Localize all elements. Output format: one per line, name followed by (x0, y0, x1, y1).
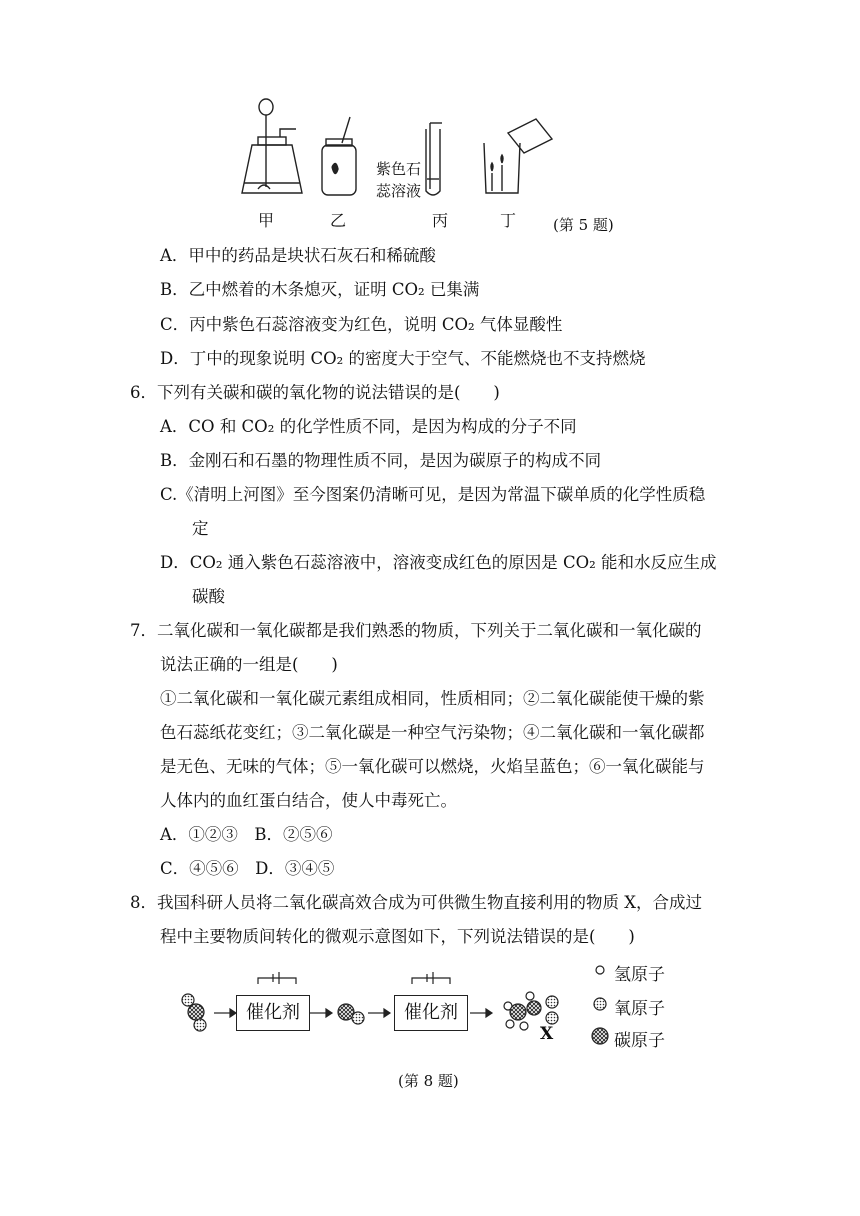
q6-option-c-cont: 定 (192, 519, 209, 538)
q6-option-c: C.《清明上河图》至今图案仍清晰可见，是因为常温下碳单质的化学性质稳 (160, 485, 706, 504)
carbon-atom-icon (592, 1028, 608, 1044)
flask-jia-icon (242, 99, 302, 193)
legend-oxygen: 氧原子 (614, 999, 665, 1019)
test-tube-bing-icon (426, 123, 442, 195)
catalyst-box-2: 催化剂 (394, 995, 468, 1031)
legend-hydrogen: 氢原子 (614, 965, 665, 985)
label-bing: 丙 (432, 211, 449, 230)
q7-stem-line1: 7．二氧化碳和一氧化碳都是我们熟悉的物质，下列关于二氧化碳和一氧化碳的 (130, 621, 702, 640)
product-x-label: X (540, 1024, 554, 1044)
q6-option-b: B．金刚石和石墨的物理性质不同，是因为碳原子的构成不同 (160, 451, 602, 470)
q5-option-a: A．甲中的药品是块状石灰石和稀硫酸 (160, 246, 436, 265)
q8-legend-symbols (590, 958, 614, 1050)
gas-jar-yi-icon (322, 117, 356, 195)
q7-options-row1: A．①②③ B．②⑤⑥ (160, 825, 333, 844)
q6-option-d: D．CO₂ 通入紫色石蕊溶液中，溶液变成红色的原因是 CO₂ 能和水反应生成 (160, 553, 717, 572)
q7-stem-line2: 说法正确的一组是( ) (160, 655, 338, 674)
co2-molecule-icon (182, 994, 206, 1031)
q8-stem-line1: 8．我国科研人员将二氧化碳高效合成为可供微生物直接利用的物质 X，合成过 (130, 893, 702, 912)
q7-body-line2: 色石蕊纸花变红；③二氧化碳是一种空气污染物；④二氧化碳和一氧化碳都 (160, 723, 705, 742)
label-yi: 乙 (330, 211, 347, 230)
q8-caption: (第 8 题) (398, 1072, 459, 1090)
q8-stem-line2: 程中主要物质间转化的微观示意图如下，下列说法错误的是( ) (160, 927, 635, 946)
legend-carbon: 碳原子 (614, 1031, 665, 1051)
beaker-ding-icon (484, 119, 552, 193)
oxygen-atom-icon (594, 998, 606, 1010)
solution-label-line1: 紫色石 (376, 160, 422, 178)
q6-option-d-cont: 碳酸 (192, 587, 225, 606)
hydrogen-atom-icon (596, 966, 604, 974)
solution-label-line2: 蕊溶液 (376, 182, 422, 200)
q5-option-d: D．丁中的现象说明 CO₂ 的密度大于空气、不能燃烧也不支持燃烧 (160, 349, 646, 368)
q5-option-b: B．乙中燃着的木条熄灭，证明 CO₂ 已集满 (160, 280, 480, 299)
q5-caption: (第 5 题) (553, 216, 614, 234)
q6-option-a: A．CO 和 CO₂ 的化学性质不同，是因为构成的分子不同 (160, 417, 577, 436)
q7-body-line4: 人体内的血红蛋白结合，使人中毒死亡。 (160, 791, 457, 810)
label-jia: 甲 (258, 211, 275, 230)
catalyst-box-1: 催化剂 (236, 995, 310, 1031)
co-molecule-icon (338, 1004, 364, 1024)
q7-body-line1: ①二氧化碳和一氧化碳元素组成相同，性质相同；②二氧化碳能使干燥的紫 (160, 689, 705, 708)
q7-options-row2: C．④⑤⑥ D．③④⑤ (160, 859, 335, 878)
q7-body-line3: 是无色、无味的气体；⑤一氧化碳可以燃烧，火焰呈蓝色；⑥一氧化碳能与 (160, 757, 705, 776)
label-ding: 丁 (500, 211, 517, 230)
q6-stem: 6．下列有关碳和碳的氧化物的说法错误的是( ) (130, 383, 500, 402)
q5-option-c: C．丙中紫色石蕊溶液变为红色，说明 CO₂ 气体显酸性 (160, 315, 563, 334)
